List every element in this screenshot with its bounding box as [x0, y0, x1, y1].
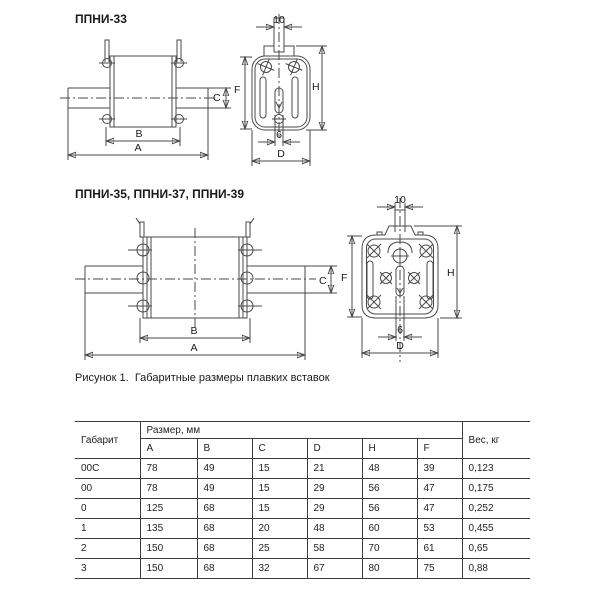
table-header-col-f: F [417, 439, 462, 459]
table-cell: 60 [362, 519, 417, 539]
dim-label-d: D [277, 148, 285, 160]
table-cell: 56 [362, 499, 417, 519]
table-cell-weight: 0,123 [462, 459, 530, 479]
table-cell: 67 [307, 559, 362, 579]
table-cell: 61 [417, 539, 462, 559]
dim-label-b: B [135, 128, 143, 140]
table-cell: 56 [362, 479, 417, 499]
table-header-col-a: A [140, 439, 197, 459]
table-cell: 15 [252, 479, 307, 499]
table-header-row-2 [75, 439, 530, 459]
ppni35-39-side-view [75, 218, 337, 360]
table-cell: 80 [362, 559, 417, 579]
ppni33-side-view [60, 40, 231, 160]
dimensions-table [75, 421, 530, 579]
table-header-col-h: H [362, 439, 417, 459]
dim-label-h: H [312, 81, 320, 93]
table-cell: 47 [417, 479, 462, 499]
dim-label-6b: 6 [397, 324, 403, 336]
table-cell-gabarit: 0 [75, 499, 140, 519]
table-cell-gabarit: 2 [75, 539, 140, 559]
table-cell-weight: 0,65 [462, 539, 530, 559]
drawing-title-ppni35-37-39: ППНИ-35, ППНИ-37, ППНИ-39 [75, 187, 244, 201]
drawing-title-ppni33: ППНИ-33 [75, 12, 127, 26]
table-cell: 78 [140, 479, 197, 499]
table-cell: 20 [252, 519, 307, 539]
table-cell: 68 [197, 559, 252, 579]
table-cell: 68 [197, 519, 252, 539]
table-header-col-d: D [307, 439, 362, 459]
table-cell: 47 [417, 499, 462, 519]
table-cell-gabarit: 1 [75, 519, 140, 539]
table-header-row-1 [75, 422, 530, 439]
table-cell: 48 [362, 459, 417, 479]
table-cell-weight: 0,252 [462, 499, 530, 519]
ppni33-front-view [234, 0, 395, 166]
table-cell-gabarit: 00C [75, 459, 140, 479]
table-cell: 15 [252, 459, 307, 479]
table-header-gabarit: Габарит [75, 422, 140, 459]
table-row [75, 539, 530, 559]
dim-label-6: 6 [276, 129, 282, 141]
dim-label-b2: B [190, 325, 198, 337]
table-cell: 32 [252, 559, 307, 579]
table-cell-weight: 0,455 [462, 519, 530, 539]
table-cell: 48 [307, 519, 362, 539]
table-cell: 75 [417, 559, 462, 579]
dim-label-a: A [134, 142, 142, 154]
table-header-col-b: B [197, 439, 252, 459]
table-cell: 70 [362, 539, 417, 559]
table-cell: 150 [140, 539, 197, 559]
table-cell-gabarit: 00 [75, 479, 140, 499]
table-cell: 15 [252, 499, 307, 519]
table-cell: 125 [140, 499, 197, 519]
table-cell: 29 [307, 479, 362, 499]
table-cell: 58 [307, 539, 362, 559]
dim-label-f2: F [341, 272, 348, 284]
table-row [75, 479, 530, 499]
table-cell: 150 [140, 559, 197, 579]
table-row [75, 499, 530, 519]
table-cell: 53 [417, 519, 462, 539]
table-cell: 25 [252, 539, 307, 559]
table-cell: 78 [140, 459, 197, 479]
table-row [75, 519, 530, 539]
table-cell: 68 [197, 499, 252, 519]
table-header-col-c: C [252, 439, 307, 459]
table-cell-gabarit: 3 [75, 559, 140, 579]
table-cell: 49 [197, 459, 252, 479]
table-cell: 29 [307, 499, 362, 519]
figure-caption: Рисунок 1. Габаритные размеры плавких вставок [75, 372, 330, 384]
dim-label-10b: 10 [394, 194, 406, 206]
table-cell-weight: 0,88 [462, 559, 530, 579]
table-cell: 68 [197, 539, 252, 559]
ppni35-39-front-view [341, 194, 462, 362]
table-cell: 39 [417, 459, 462, 479]
dim-label-f: F [234, 84, 241, 96]
table-cell: 49 [197, 479, 252, 499]
table-row [75, 559, 530, 579]
table-cell-weight: 0,175 [462, 479, 530, 499]
dim-label-h2: H [447, 267, 455, 279]
dim-label-10: 10 [273, 14, 285, 26]
table-cell: 135 [140, 519, 197, 539]
table-header-size-group: Размер, мм [140, 422, 462, 439]
table-row [75, 459, 530, 479]
dim-label-d2: D [396, 340, 404, 352]
dim-label-c2: C [319, 275, 327, 287]
table-cell: 21 [307, 459, 362, 479]
dim-label-a2: A [190, 342, 198, 354]
table-header-weight: Вес, кг [462, 422, 530, 459]
dim-label-c: C [213, 92, 221, 104]
